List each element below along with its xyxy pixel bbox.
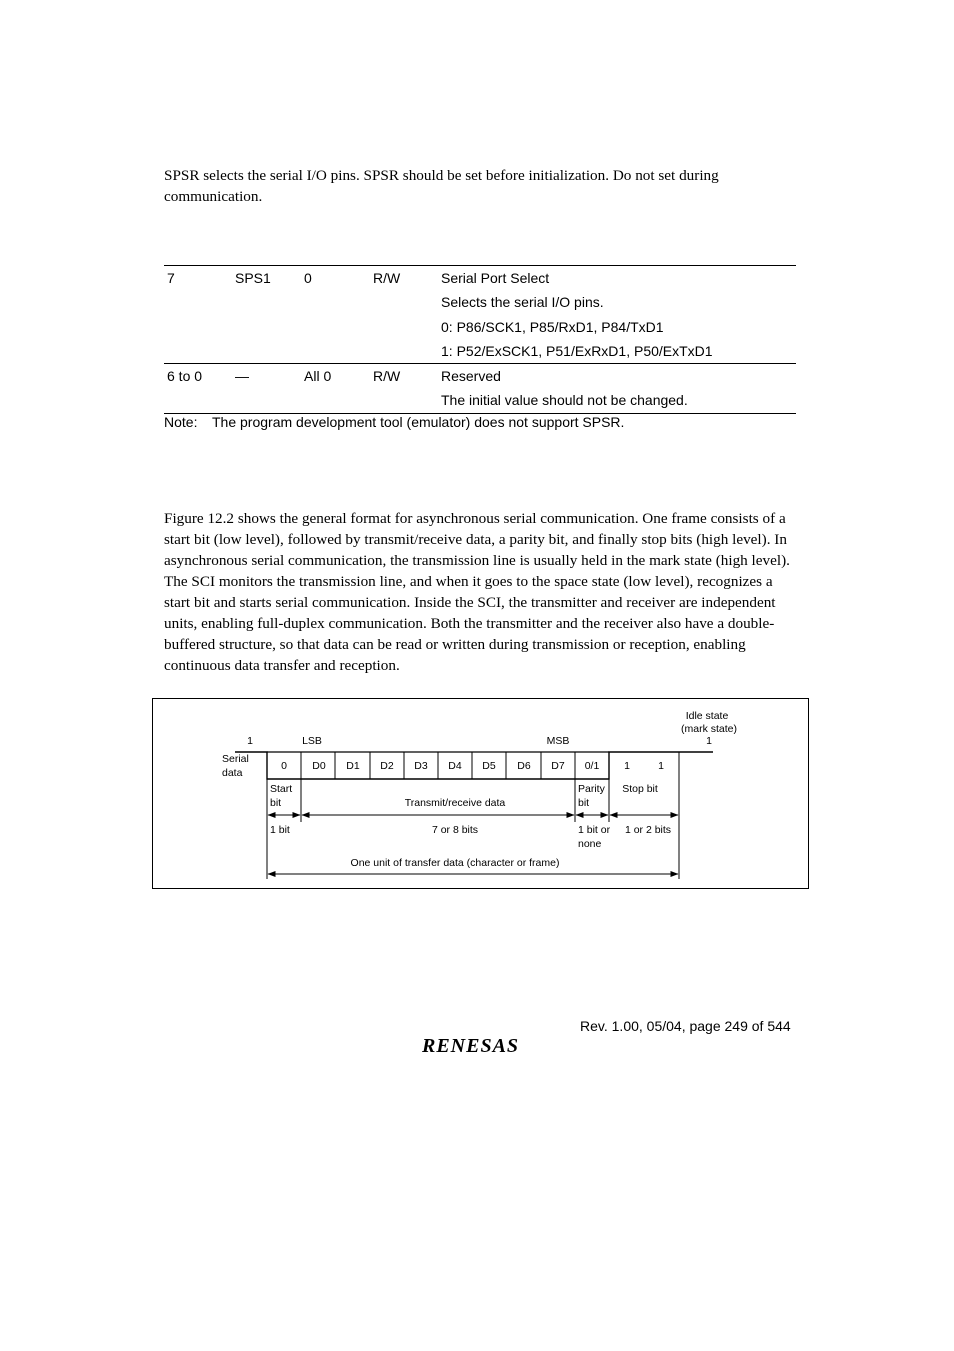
idle-state-label: Idle state — [685, 710, 729, 722]
cell-dividers — [301, 752, 575, 779]
table-row — [164, 290, 796, 314]
level-right-label: 1 — [706, 735, 712, 747]
initial-value-cell: 0 — [301, 266, 370, 291]
data-bit-cell: D1 — [346, 760, 360, 772]
table-note — [164, 412, 624, 432]
start-bit-cell: 0 — [281, 760, 287, 772]
description-cell: Serial Port Select — [438, 266, 796, 291]
initial-value-cell: All 0 — [301, 364, 370, 389]
transmit-receive-label: Transmit/receive data — [404, 797, 506, 809]
lsb-label: LSB — [302, 735, 322, 747]
body-paragraph: Figure 12.2 shows the general format for asynchronous serial communication. One frame consists of a start bit (low level), followed by transmit/receive data, a parity bit, and finally stop bits (high level). In asynchronous serial communication, the transmission line is usually held in the mark state (high level). The SCI monitors the transmission line, and when it goes to the space state (low level), recognizes a start bit and starts serial communication. Inside the SCI, the transmitter and receiver are independent units, enabling full-duplex communication. Both the transmitter and the receiver also have a double-buffered structure, so that data can be read or written during transmission or reception, enabling continuous data transfer and reception. — [164, 510, 790, 674]
data-bit-cell: D6 — [517, 760, 531, 772]
transfer-unit-label: One unit of transfer data (character or frame) — [350, 857, 560, 869]
table-row — [164, 266, 796, 291]
note-text: The program development tool (emulator) does not support SPSR. — [212, 414, 625, 430]
start-bit-label-2: bit — [270, 797, 282, 809]
waveform-line — [235, 752, 713, 779]
logo-text: RENESAS — [422, 1035, 520, 1056]
rw-cell: R/W — [370, 364, 438, 389]
data-bit-cell: D7 — [551, 760, 565, 772]
data-bit-cell: D3 — [414, 760, 428, 772]
data-length-label: 7 or 8 bits — [431, 824, 479, 836]
parity-bit-label: Parity — [578, 783, 605, 795]
parity-length-label: 1 bit or — [578, 824, 611, 836]
stop-bit-cell: 1 — [658, 760, 664, 772]
renesas-logo — [420, 1034, 544, 1056]
description-cell: 1: P52/ExSCK1, P51/ExRxD1, P50/ExTxD1 — [441, 342, 713, 359]
data-bit-cell: D2 — [380, 760, 394, 772]
table-row — [164, 339, 796, 364]
serial-data-label-2: data — [222, 767, 243, 779]
page-info: Rev. 1.00, 05/04, page 249 of 544 — [580, 1018, 791, 1034]
data-bit-cell: D5 — [482, 760, 496, 772]
description-cell: Reserved — [438, 364, 796, 389]
frame-format-figure — [152, 698, 809, 889]
table-row — [164, 388, 796, 413]
description-cell: The initial value should not be changed. — [438, 388, 796, 413]
start-bit-label: Start — [270, 783, 293, 795]
level-left-label: 1 — [247, 735, 253, 747]
parity-length-label-2: none — [578, 838, 602, 850]
note-label: Note: — [164, 414, 198, 430]
data-bit-cell: D0 — [312, 760, 326, 772]
mark-state-label: (mark state) — [680, 723, 738, 735]
bit-cell: 6 to 0 — [164, 364, 232, 389]
bit-name-cell: SPS1 — [232, 266, 301, 291]
description-cell: Selects the serial I/O pins. — [441, 294, 604, 311]
stop-bit-label: Stop bit — [622, 783, 658, 795]
parity-bit-label-2: bit — [578, 797, 590, 809]
bit-cell: 7 — [164, 266, 232, 291]
stop-bit-cell: 1 — [624, 760, 630, 772]
frame-diagram — [153, 699, 810, 890]
description-cell: 0: P86/SCK1, P85/RxD1, P84/TxD1 — [441, 318, 664, 335]
serial-data-label: Serial — [222, 753, 249, 765]
table-row — [164, 364, 796, 389]
bit-name-cell: — — [232, 364, 301, 389]
rw-cell: R/W — [370, 266, 438, 291]
msb-label: MSB — [546, 735, 570, 747]
table-row — [164, 315, 796, 339]
parity-bit-cell: 0/1 — [584, 760, 600, 772]
intro-paragraph: SPSR selects the serial I/O pins. SPSR should be set before initialization. Do not set during communication. — [164, 167, 719, 205]
register-table — [164, 265, 796, 414]
stop-length-label: 1 or 2 bits — [624, 824, 672, 836]
data-bit-cell: D4 — [448, 760, 462, 772]
start-length-label: 1 bit — [270, 824, 290, 836]
